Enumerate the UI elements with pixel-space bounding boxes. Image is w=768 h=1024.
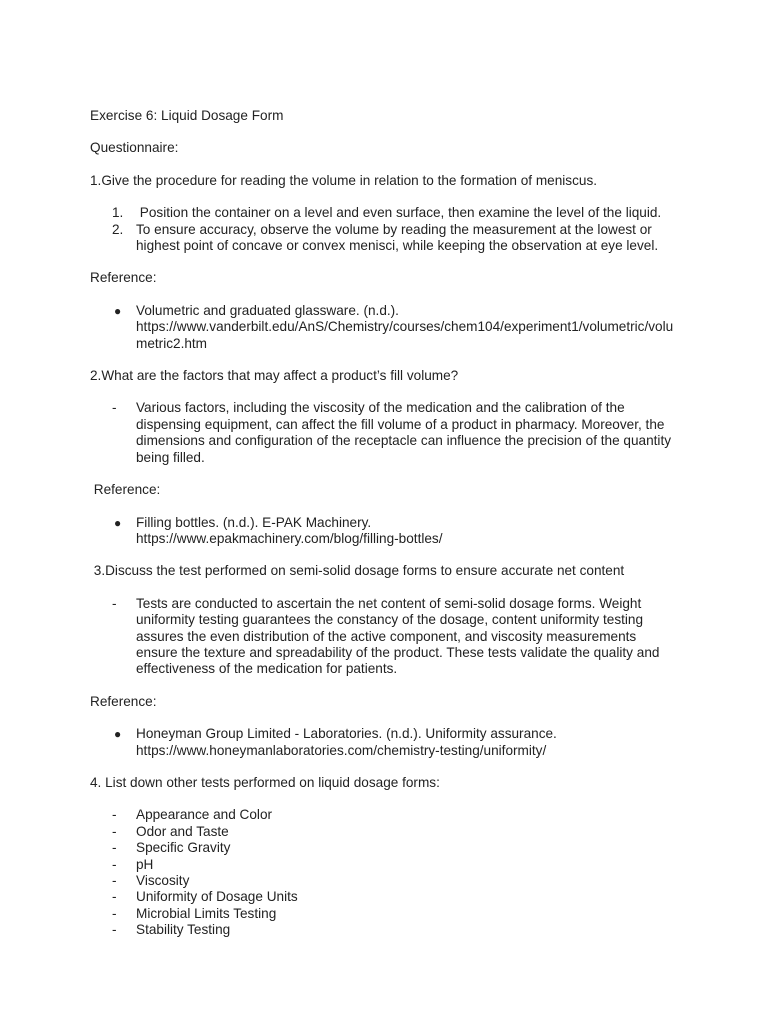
- list-item: [90, 840, 680, 856]
- bullet-icon: ●: [114, 727, 122, 742]
- document-page: [90, 108, 680, 939]
- list-number: 1.: [112, 205, 124, 221]
- list-item-text: Uniformity of Dosage Units: [136, 889, 298, 905]
- dash-marker: -: [112, 840, 117, 856]
- reference-link[interactable]: https://www.vanderbilt.edu/AnS/Chemistry/courses/chem104/experiment1/volumetric/volumetric2.htm: [136, 319, 674, 351]
- dash-marker: -: [112, 873, 117, 888]
- reference-link[interactable]: https://www.epakmachinery.com/blog/filling-bottles/: [136, 530, 443, 546]
- q1-reference-list: [90, 303, 680, 352]
- reference-item: [90, 303, 680, 352]
- reference-label: Reference:: [90, 693, 157, 709]
- dash-marker: -: [112, 905, 117, 921]
- dash-marker: -: [112, 922, 117, 938]
- list-number: 2.: [112, 221, 124, 237]
- question-1: 1.Give the procedure for reading the volume in relation to the formation of meniscus.: [90, 172, 598, 188]
- list-item-text: Odor and Taste: [136, 823, 229, 839]
- list-item: [90, 906, 680, 922]
- questionnaire-label: Questionnaire:: [90, 140, 179, 156]
- reference-text: Volumetric and graduated glassware. (n.d.).: [136, 302, 399, 318]
- list-item-text: Position the container on a level and even surface, then examine the level of the liquid.: [136, 205, 662, 221]
- question-2: 2.What are the factors that may affect a product’s fill volume?: [90, 368, 459, 384]
- q3-reference-list: [90, 726, 680, 759]
- bullet-icon: ●: [114, 515, 122, 530]
- list-item: [90, 873, 680, 889]
- answer-text: Various factors, including the viscosity of the medication and the calibration of the dispensing equipment, can affect the fill volume of a product in pharmacy. Moreover, the dimensions and configuration of the receptacle can influence the precision of the quantity being filled.: [136, 400, 672, 465]
- list-item-text: pH: [136, 856, 154, 872]
- q3-answer-list: [90, 596, 680, 678]
- answer-item: [90, 400, 680, 466]
- question-3: 3.Discuss the test performed on semi-solid dosage forms to ensure accurate net content: [90, 563, 625, 579]
- reference-text: Filling bottles. (n.d.). E-PAK Machinery.: [136, 514, 372, 530]
- list-item: [90, 857, 680, 873]
- reference-text: Honeyman Group Limited - Laboratories. (n.d.). Uniformity assurance.: [136, 726, 557, 742]
- reference-item: [90, 515, 680, 548]
- dash-marker: -: [112, 595, 117, 611]
- list-item: [90, 807, 680, 823]
- list-item: [90, 889, 680, 905]
- reference-link[interactable]: https://www.honeymanlaboratories.com/chemistry-testing/uniformity/: [136, 742, 547, 758]
- reference-item: [90, 726, 680, 759]
- q1-procedure-list: [90, 205, 680, 254]
- answer-item: [90, 596, 680, 678]
- dash-marker: -: [112, 807, 117, 823]
- reference-label: Reference:: [90, 270, 157, 286]
- list-item: [90, 222, 680, 255]
- reference-label: Reference:: [90, 482, 161, 498]
- list-item: [90, 205, 680, 221]
- q2-answer-list: [90, 400, 680, 466]
- list-item-text: Appearance and Color: [136, 807, 273, 823]
- dash-marker: -: [112, 400, 117, 416]
- dash-marker: -: [112, 889, 117, 905]
- answer-text: Tests are conducted to ascertain the net content of semi-solid dosage forms. Weight uniformity testing guarantees the constancy of the dosage, content uniformity testing assures the even distribution of the active component, and viscosity measurements ensure the texture and spreadability of the product. These tests validate the quality and effectiveness of the medication for patients.: [136, 595, 660, 677]
- list-item: [90, 824, 680, 840]
- q4-tests-list: [90, 807, 680, 938]
- list-item-text: Specific Gravity: [136, 840, 231, 856]
- list-item-text: Viscosity: [136, 873, 190, 888]
- question-4: 4. List down other tests performed on liquid dosage forms:: [90, 774, 440, 790]
- dash-marker: -: [112, 823, 117, 839]
- document-title: Exercise 6: Liquid Dosage Form: [90, 108, 284, 123]
- q2-reference-list: [90, 515, 680, 548]
- list-item-text: Microbial Limits Testing: [136, 905, 277, 921]
- list-item-text: Stability Testing: [136, 922, 231, 938]
- list-item-text: To ensure accuracy, observe the volume by reading the measurement at the lowest or highest point of concave or convex menisci, while keeping the observation at eye level.: [136, 221, 659, 254]
- dash-marker: -: [112, 856, 117, 872]
- bullet-icon: ●: [114, 303, 122, 318]
- list-item: [90, 922, 680, 938]
